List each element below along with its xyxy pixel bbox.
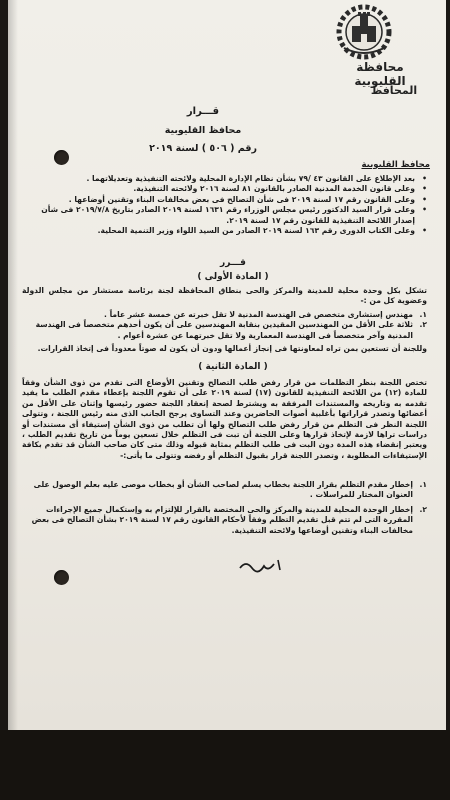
action-item: ١. إخطار مقدم التظلم بقرار اللجنة بخطاب يسلم لصاحب الشأن أو بخطاب موصى عليه بعلم الوصول على العنوان المختار للمراسلات . xyxy=(33,480,427,500)
preamble-item: • وعلى قانون الخدمة المدنية الصادر بالقانون ٨١ لسنة ٢٠١٦ ولائحته التنفيذية. xyxy=(22,184,427,194)
decree-title: قـــرار xyxy=(186,106,220,117)
governorate-name: محافظة القليوبية xyxy=(354,60,406,88)
signature-mark xyxy=(236,556,288,576)
preamble-heading: محافظ القليوبية xyxy=(361,160,430,170)
article-2-body: تختص اللجنة بنظر التظلمات من قرار رفض طلب التصالح وتقنين الأوضاع التى تقدم من ذوى الشأن وفقاً للمادة (١٢) من اللائحة التنفيذية للقانون (١٧) لسنة ٢٠١٩ على أن تقوم اللجنة بإعطاء مقدم الطلب ما يفيد تقدمه به وتاريخه والمستندات المرفقة به ويشترط لصحة إنعقاد اللجنة حضور رئيسها وإثنان على الأقل من أعضائها وتصدر قراراتها بأغلبية أصوات الحاضرين وعند التساوى يرجح الجانب الذى منه رئيس اللجنة ، وتتولى اللجنة النظر فى التظلم من قرار رفض طلب التصالح ولها أن تطلب من ذوى الشأن إستيفاء أى مستندات أو دراسات تراها لازمة لإتخاذ قرارها وعلى اللجنة أن تبت فى التظلم خلال تسعين يوماً من تاريخ تقديم الطلب ، ويعتبر إنقضاء هذه المدة دون البت فى طلب التظلم بمثابة قبوله وذلك متى كان صاحب الشأن قد تقدم بكافة الإستيفاءات المطلوبة ، وتصدر اللجنة قرار بقبول التظلم أو رفضه وتتولى ما يأتى:- xyxy=(22,378,428,460)
decides-heading: قـــرر xyxy=(220,258,246,268)
article-2-heading: ( المادة الثانية ) xyxy=(198,362,268,372)
article-1-members xyxy=(22,310,427,341)
background-table-surface xyxy=(0,730,450,800)
preamble-item: • وعلى الكتاب الدورى رقم ١٦٣ لسنة ٢٠١٩ الصادر من السيد اللواء وزير التنمية المحلية. xyxy=(22,226,427,236)
decree-number: رقم ( ٥٠٦ ) لسنة ٢٠١٩ xyxy=(149,143,257,154)
article-1-closing: وللجنة أن تستعين بمن تراه لمعاونتها فى إنجاز أعمالها ودون أن يكون له صوتاً معدوداً فى إتخاذ القرارات. xyxy=(37,344,427,353)
governor-office-label: المحافظ xyxy=(370,84,418,97)
decree-issuer: محافظ القليوبية xyxy=(164,125,242,136)
action-item: ٢. إخطار الوحدة المحلية للمدينة والمركز والحى المختصة بالقرار للإلتزام به وإستكمال جميع الإجراءات المقررة التى لم تتم قبل تقديم التظلم وفقاً لأحكام القانون رقم ١٧ لسنة ٢٠١٩ بشأن التصالح فى بعض مخالفات البناء وتقنين أوضاعها ولائحته التنفيذية. xyxy=(31,504,427,535)
preamble-item: • وعلى القانون رقم ١٧ لسنة ٢٠١٩ فى شأن التصالح فى بعض مخالفات البناء وتقنين أوضاعها . xyxy=(22,195,427,205)
punch-hole xyxy=(54,150,69,165)
member-item: ٢. ثلاثة على الأقل من المهندسين المقيدين بنقابة المهندسين على أن يكون أحدهم متخصصاً فى الهندسة المدنية وآخر متخصصاً فى الهندسة المعمارية ولا تقل خبرتهما عن عشرة أعوام . xyxy=(35,320,427,340)
page-edge-shadow xyxy=(8,0,18,730)
member-item: ١. مهندس إستشارى متخصص فى الهندسة المدنية لا تقل خبرته عن خمسة عشر عاماً . xyxy=(104,310,427,319)
article-1-intro: تشكل بكل وحدة محلية للمدينة والمركز والحى بنطاق المحافظة لجنة برئاسة مستشار من مجلس الدولة وعضوية كل من :- xyxy=(22,286,427,306)
article-1-heading: ( المادة الأولى ) xyxy=(197,272,269,282)
preamble-item: • بعد الإطلاع على القانون ٤٣ /٧٩ بشأن نظام الإدارة المحلية ولائحته التنفيذية وتعديلاتهما . xyxy=(22,174,427,184)
article-2-actions xyxy=(22,480,427,536)
preamble-list xyxy=(22,174,427,236)
governorate-emblem-icon xyxy=(334,2,394,60)
document-page xyxy=(8,0,446,730)
preamble-item: • وعلى قرار السيد الدكتور رئيس مجلس الوزراء رقم ١٦٣١ لسنة ٢٠١٩ الصادر بتاريخ ٢٠١٩/٧/٨ فى شأن إصدار اللائحة التنفيذية للقانون رقم ١٧ لسنة ٢٠١٩. xyxy=(22,205,427,226)
punch-hole xyxy=(54,570,69,585)
